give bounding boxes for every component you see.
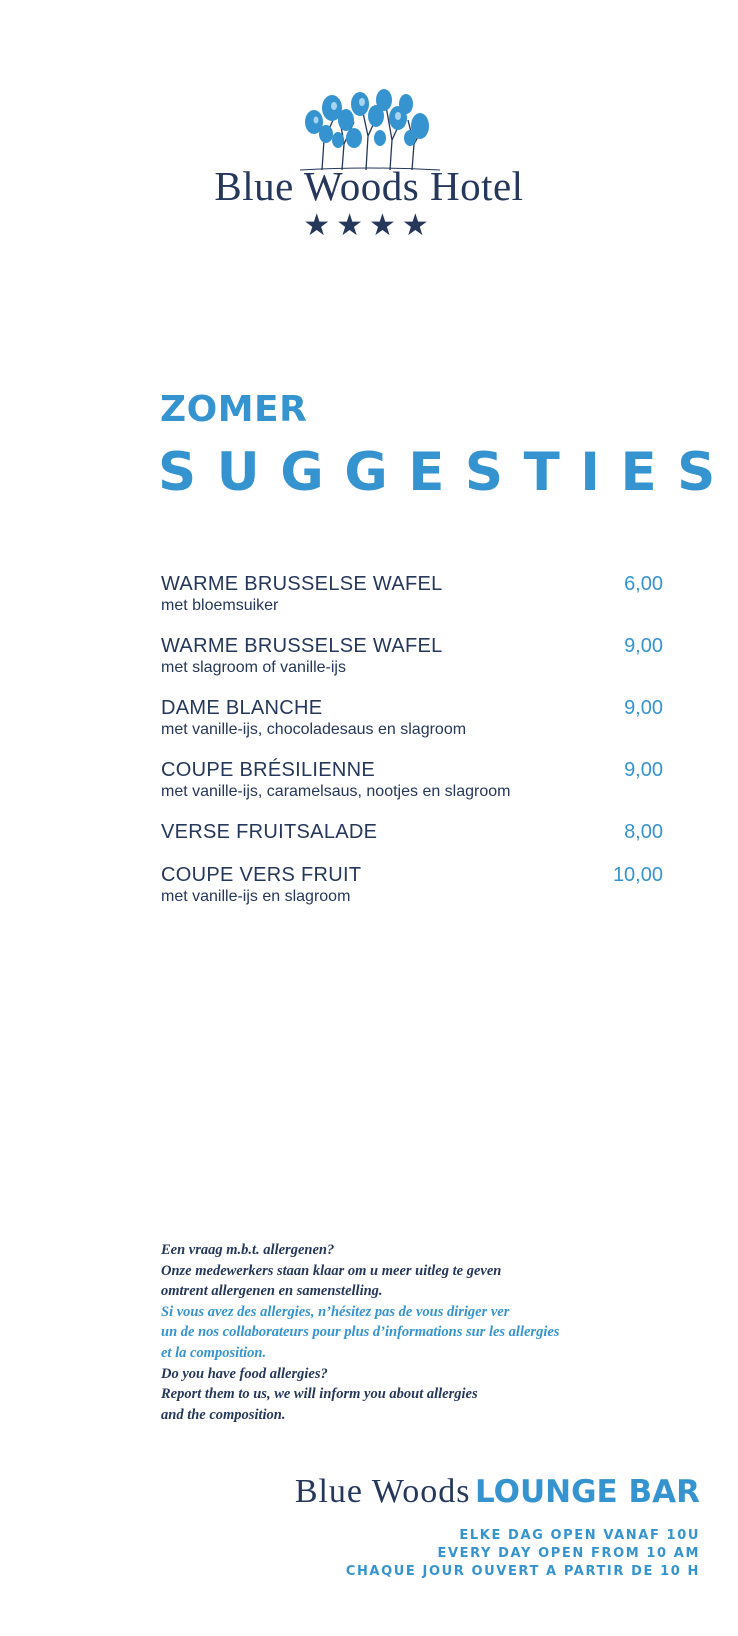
menu-item [161,572,663,615]
page-title: SUGGESTIES [158,442,736,503]
trees-logo-icon [294,78,444,176]
menu-item-name: DAME BLANCHE [161,697,323,719]
season-heading: ZOMER [160,389,308,430]
menu-item [161,863,663,906]
allergy-line-en: Report them to us, we will inform you about allergies [161,1386,478,1403]
allergy-line-nl: Een vraag m.b.t. allergenen? [161,1242,335,1258]
menu-item [161,820,663,844]
allergy-note [161,1240,631,1425]
allergy-line-en: and the composition. [161,1406,286,1423]
menu-item-price: 8,00 [624,821,663,843]
opening-hours-line: CHAQUE JOUR OUVERT A PARTIR DE 10 H [345,1564,700,1579]
hotel-logo [0,78,738,241]
lounge-bar-brand: Blue Woods [294,1473,471,1510]
menu-item-description: met vanille-ijs en slagroom [161,888,351,905]
menu-item-name: COUPE BRÉSILIENNE [161,759,376,781]
allergy-line-en: Do you have food allergies? [161,1365,328,1382]
menu-item [161,758,663,801]
allergy-line-nl: Onze medewerkers staan klaar om u meer uitleg te geven [161,1262,502,1279]
menu-item-description: met bloemsuiker [161,597,279,614]
menu-item-price: 9,00 [624,635,663,657]
opening-hours-line: ELKE DAG OPEN VANAF 10U [459,1528,700,1543]
lounge-bar-title [295,1475,700,1509]
lounge-bar-label: LOUNGE BAR [474,1474,700,1510]
menu-item-description: met vanille-ijs, chocoladesaus en slagroom [161,721,467,738]
menu-item-description: met slagroom of vanille-ijs [161,659,346,676]
opening-hours [346,1527,700,1581]
menu-item [161,634,663,677]
allergy-line-fr: un de nos collaborateurs pour plus d’informations sur les allergies [161,1324,560,1341]
hotel-name: Blue Woods Hotel [214,163,524,209]
allergy-line-fr: et la composition. [161,1344,267,1361]
menu-list [161,572,663,925]
menu-item-name: WARME BRUSSELSE WAFEL [161,573,443,595]
menu-item-description: met vanille-ijs, caramelsaus, nootjes en slagroom [161,783,511,800]
menu-item-price: 9,00 [624,759,663,781]
menu-item [161,696,663,739]
menu-item-name: COUPE VERS FRUIT [161,864,362,886]
opening-hours-line: EVERY DAY OPEN FROM 10 AM [437,1546,700,1561]
menu-item-price: 6,00 [624,573,663,595]
menu-item-name: VERSE FRUITSALADE [161,821,378,843]
allergy-line-nl: omtrent allergenen en samenstelling. [161,1283,383,1300]
menu-item-price: 9,00 [624,697,663,719]
menu-item-price: 10,00 [612,864,663,886]
hotel-stars: ★★★★ [303,208,435,243]
menu-item-name: WARME BRUSSELSE WAFEL [161,635,443,657]
allergy-line-fr: Si vous avez des allergies, n’hésitez pas de vous diriger ver [161,1303,510,1320]
